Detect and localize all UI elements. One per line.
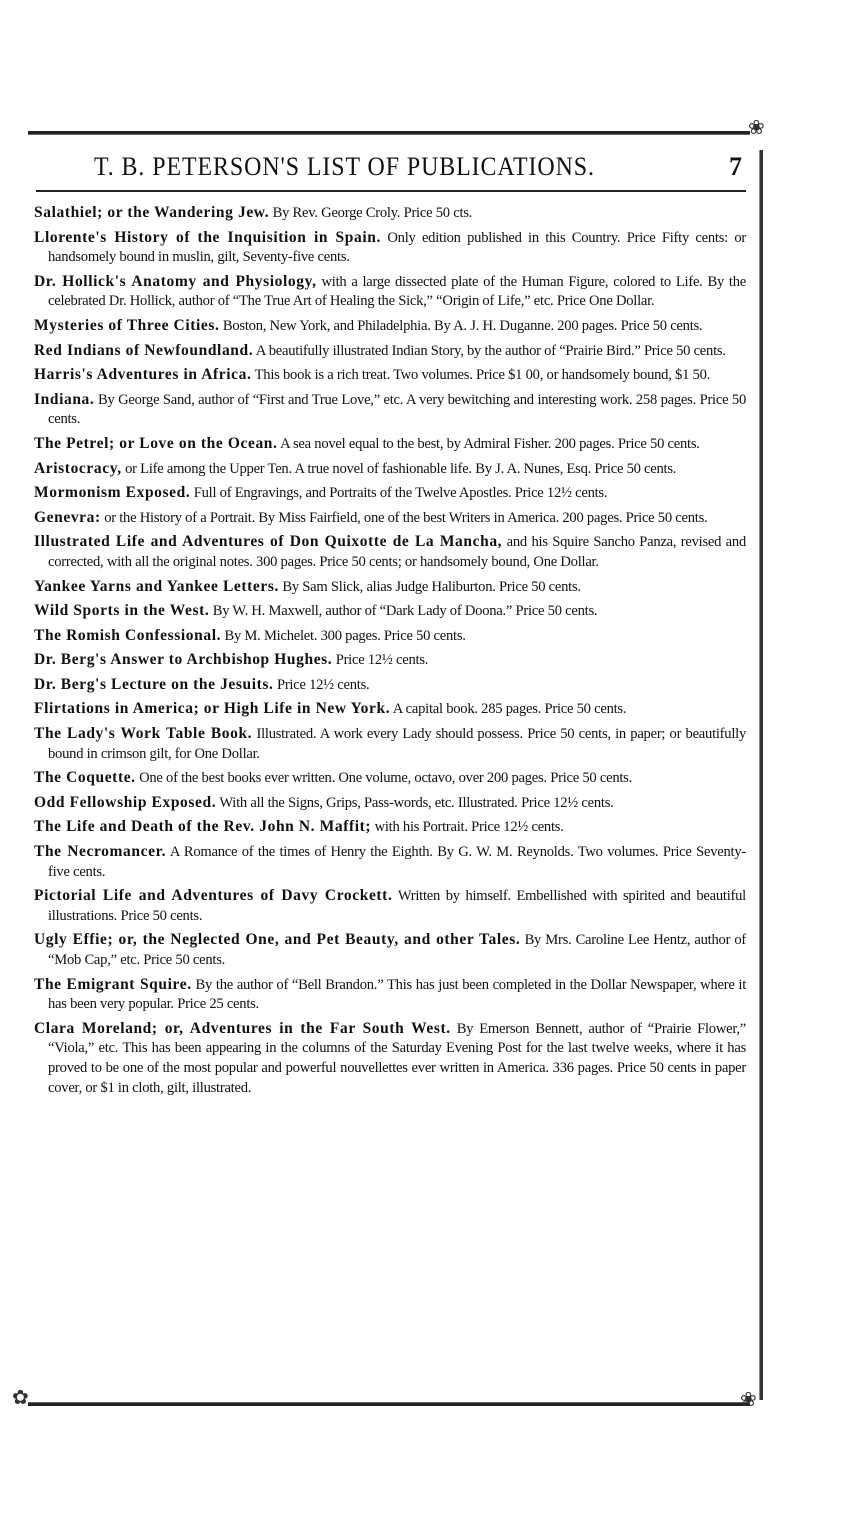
publication-title: The Coquette.: [34, 769, 136, 787]
publication-title: The Life and Death of the Rev. John N. Maffit;: [34, 818, 372, 836]
publication-title: The Emigrant Squire.: [34, 975, 192, 993]
publication-description: By W. H. Maxwell, author of “Dark Lady of Doona.” Price 50 cents.: [212, 603, 598, 620]
corner-ornament-icon: ❀: [748, 117, 765, 139]
publication-title: The Lady's Work Table Book.: [34, 725, 253, 743]
publication-title: Ugly Effie; or, the Neglected One, and Pet Beauty, and other Tales.: [34, 931, 521, 949]
publication-entry: [34, 365, 746, 386]
publication-entry: [34, 601, 746, 622]
publication-title: Dr. Berg's Answer to Archbishop Hughes.: [34, 651, 333, 669]
publication-title: Dr. Hollick's Anatomy and Physiology,: [34, 272, 317, 290]
publication-entry: [34, 724, 746, 764]
publication-description: A Romance of the times of Henry the Eighth. By G. W. M. Reynolds. Two volumes. Price Seventy-five cents.: [48, 844, 746, 880]
publication-entry: [34, 316, 746, 337]
publication-title: Mysteries of Three Cities.: [34, 316, 220, 334]
publication-entry: [34, 626, 746, 647]
publication-title: Clara Moreland; or, Adventures in the Far South West.: [34, 1019, 451, 1037]
publication-description: Only edition published in this Country. Price Fifty cents: or handsomely bound in muslin, gilt, Seventy-five cents.: [48, 229, 746, 266]
publication-title: Illustrated Life and Adventures of Don Quixotte de La Mancha,: [34, 533, 503, 551]
page-title: T. B. PETERSON'S LIST OF PUBLICATIONS.: [94, 152, 595, 181]
publication-entry: [34, 577, 746, 598]
top-border-rule: [28, 131, 750, 135]
publication-title: The Petrel; or Love on the Ocean.: [34, 434, 278, 452]
publication-title: Indiana.: [34, 390, 95, 408]
publication-description: A capital book. 285 pages. Price 50 cents.: [392, 701, 627, 718]
publication-entry: [34, 434, 746, 455]
publication-description: By Mrs. Caroline Lee Hentz, author of “Mob Cap,” etc. Price 50 cents.: [48, 932, 746, 968]
publication-description: or the History of a Portrait. By Miss Fairfield, one of the best Writers in America. 200 pages. Price 50 cents.: [104, 509, 708, 526]
publication-description: By George Sand, author of “First and True Love,” etc. A very bewitching and interesting work. 258 pages. Price 50 cents.: [48, 391, 747, 428]
corner-ornament-icon: ✿: [12, 1387, 29, 1409]
publication-title: Salathiel; or the Wandering Jew.: [34, 204, 270, 221]
publication-entry: [34, 675, 746, 696]
publication-entry: [34, 842, 746, 882]
publication-entry: [34, 532, 746, 572]
publication-description: with his Portrait. Price 12½ cents.: [374, 819, 564, 836]
publication-entry: [34, 508, 746, 529]
publication-entry: [34, 483, 746, 504]
publication-title: Llorente's History of the Inquisition in Spain.: [34, 228, 381, 246]
publication-entry: [34, 390, 746, 430]
publication-entry: [34, 699, 746, 720]
publication-description: With all the Signs, Grips, Pass-words, etc. Illustrated. Price 12½ cents.: [219, 794, 614, 811]
publication-description: Boston, New York, and Philadelphia. By A. J. H. Duganne. 200 pages. Price 50 cents.: [222, 317, 703, 334]
right-border-rule: [759, 150, 763, 1400]
publication-description: Price 12½ cents.: [276, 676, 370, 693]
bottom-border-rule: [28, 1402, 750, 1406]
publication-title: Dr. Berg's Lecture on the Jesuits.: [34, 675, 274, 693]
publication-entry: [34, 272, 746, 312]
publication-entry: [34, 886, 746, 926]
page-header: [36, 146, 746, 192]
publication-entry: [34, 768, 746, 789]
publication-description: By Rev. George Croly. Price 50 cts.: [272, 205, 473, 221]
publication-title: Harris's Adventures in Africa.: [34, 366, 252, 384]
publication-entry: [34, 1019, 746, 1098]
publication-description: Price 12½ cents.: [335, 652, 429, 669]
publication-title: Yankee Yarns and Yankee Letters.: [34, 577, 279, 595]
publication-title: Pictorial Life and Adventures of Davy Crockett.: [34, 887, 393, 905]
publication-title: Genevra:: [34, 508, 101, 526]
publication-entry: [34, 228, 746, 268]
publication-description: One of the best books ever written. One volume, octavo, over 200 pages. Price 50 cents.: [139, 770, 633, 787]
publication-title: Wild Sports in the West.: [34, 602, 210, 620]
publication-description: This book is a rich treat. Two volumes. Price $1 00, or handsomely bound, $1 50.: [254, 367, 711, 384]
publication-entry: [34, 817, 746, 838]
publication-description: Full of Engravings, and Portraits of the Twelve Apostles. Price 12½ cents.: [193, 485, 608, 502]
publication-entry: [34, 650, 746, 671]
publication-title: Flirtations in America; or High Life in New York.: [34, 700, 391, 718]
publication-description: A sea novel equal to the best, by Admiral Fisher. 200 pages. Price 50 cents.: [280, 435, 700, 452]
publication-entry: [34, 459, 746, 480]
publication-entry: [34, 203, 746, 224]
publication-list: [34, 203, 746, 1102]
publication-title: The Romish Confessional.: [34, 626, 222, 644]
publication-title: Red Indians of Newfoundland.: [34, 341, 254, 359]
publication-description: and his Squire Sancho Panza, revised and corrected, with all the original notes. 300 pages. Price 50 cents; or handsomely bound, One Dollar.: [48, 534, 746, 570]
publication-title: Aristocracy,: [34, 459, 122, 477]
publication-description: By Emerson Bennett, author of “Prairie Flower,” “Viola,” etc. This has been appearing in the columns of the Saturday Evening Post for the last twelve weeks, where it has proved to be one of the most popular and powerful nouvellettes ever written in America. 336 pages. Price 50 cents in paper cover, or $1 in cloth, gilt, illustrated.: [48, 1020, 746, 1096]
publication-title: The Necromancer.: [34, 843, 167, 861]
publication-description: A beautifully illustrated Indian Story, by the author of “Prairie Bird.” Price 50 cents.: [255, 342, 726, 359]
publication-description: Illustrated. A work every Lady should possess. Price 50 cents, in paper; or beautifully bound in crimson gilt, for One Dollar.: [48, 726, 746, 762]
publication-entry: [34, 793, 746, 814]
page-number: 7: [729, 152, 742, 181]
publication-description: By M. Michelet. 300 pages. Price 50 cents.: [224, 627, 466, 644]
publication-title: Mormonism Exposed.: [34, 484, 191, 502]
publication-description: or Life among the Upper Ten. A true novel of fashionable life. By J. A. Nunes, Esq. Price 50 cents.: [125, 460, 677, 477]
publication-title: Odd Fellowship Exposed.: [34, 793, 217, 811]
publication-entry: [34, 341, 746, 362]
corner-ornament-icon: ❀: [740, 1389, 757, 1411]
publication-description: Written by himself. Embellished with spirited and beautiful illustrations. Price 50 cents.: [48, 888, 746, 924]
publication-description: By Sam Slick, alias Judge Haliburton. Price 50 cents.: [282, 578, 581, 595]
publication-entry: [34, 975, 746, 1015]
publication-entry: [34, 930, 746, 970]
publication-description: By the author of “Bell Brandon.” This has just been completed in the Dollar Newspaper, where it has been very popular. Price 25 cents.: [48, 976, 747, 1013]
publication-description: with a large dissected plate of the Human Figure, colored to Life. By the celebrated Dr. Hollick, author of “The True Art of Healing the Sick,” “Origin of Life,” etc. Price One Dollar.: [48, 273, 746, 310]
